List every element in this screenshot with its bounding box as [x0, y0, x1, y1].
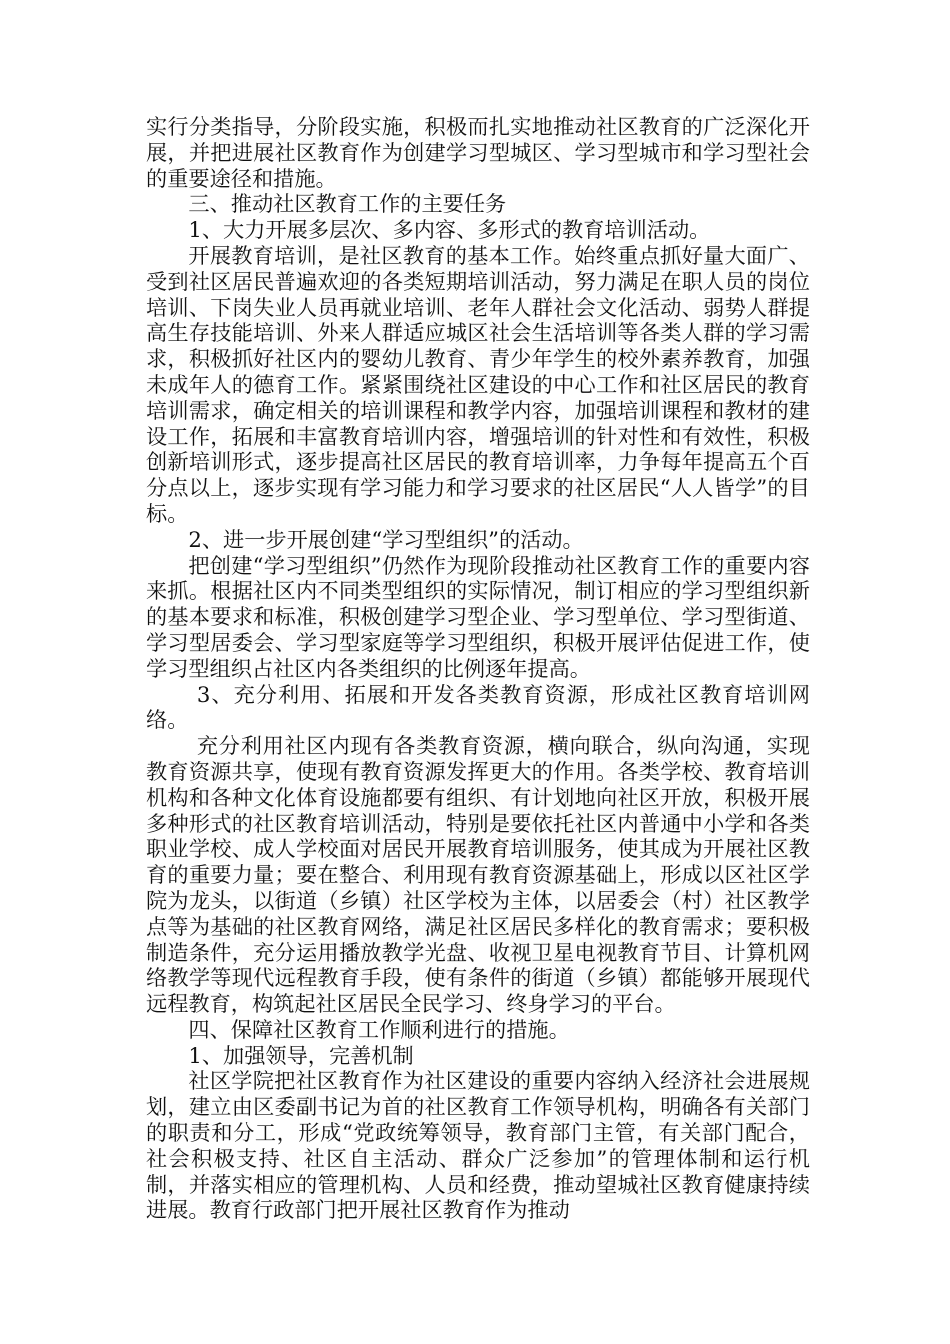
paragraph-learning-organization-body: 把创建“学习型组织”仍然作为现阶段推动社区教育工作的重要内容来抓。根据社区内不同类型组织的实际情况，制订相应的学习型组织新的基本要求和标准，积极创建学习型企业、学习型单位、学习型街道、学习型居委会、学习型家庭等学习型组织，积极开展评估促进工作，使学习型组织占社区内各类组织的比例逐年提高。 — [146, 552, 810, 681]
section-heading-measures: 四、保障社区教育工作顺利进行的措施。 — [188, 1016, 570, 1042]
subheading-learning-organization: 2、进一步开展创建“学习型组织”的活动。 — [188, 526, 584, 552]
paragraph-leadership-body: 社区学院把社区教育作为社区建设的重要内容纳入经济社会进展规划，建立由区委副书记为首的社区教育工作领导机构，明确各有关部门的职责和分工，形成“党政统筹领导，教育部门主管，有关部门配合，社会积极支持、社区自主活动、群众广泛参加”的管理体制和运行机制，并落实相应的管理机构、人员和经费，推动望城社区教育健康持续进展。教育行政部门把开展社区教育作为推动 — [146, 1068, 810, 1223]
document-page — [146, 114, 810, 1223]
subheading-leadership: 1、加强领导，完善机制 — [188, 1042, 414, 1068]
paragraph-training-body: 开展教育培训，是社区教育的基本工作。始终重点抓好量大面广、受到社区居民普遍欢迎的各类短期培训活动，努力满足在职人员的岗位培训、下岗失业人员再就业培训、老年人群社会文化活动、弱势人群提高生存技能培训、外来人群适应城区社会生活培训等各类人群的学习需求，积极抓好社区内的婴幼儿教育、青少年学生的校外素养教育，加强未成年人的德育工作。紧紧围绕社区建设的中心工作和社区居民的教育培训需求，确定相关的培训课程和教学内容，加强培训课程和教材的建设工作，拓展和丰富教育培训内容，增强培训的针对性和有效性，积极创新培训形式，逐步提高社区居民的教育培训率，力争每年提高五个百分点以上，逐步实现有学习能力和学习要求的社区居民“人人皆学”的目标。 — [146, 242, 810, 526]
subheading-education-resources: 3、充分利用、拓展和开发各类教育资源，形成社区教育培训网络。 — [146, 681, 810, 733]
subheading-training-activities: 1、大力开展多层次、多内容、多形式的教育培训活动。 — [188, 217, 711, 243]
section-heading-main-tasks: 三、推动社区教育工作的主要任务 — [188, 191, 507, 217]
paragraph-education-resources-body: 充分利用社区内现有各类教育资源，横向联合，纵向沟通，实现教育资源共享，使现有教育资源发挥更大的作用。各类学校、教育培训机构和各种文化体育设施都要有组织、有计划地向社区开放，积极开展多种形式的社区教育培训活动，特别是要依托社区内普通中小学和各类职业学校、成人学校面对居民开展教育培训服务，使其成为开展社区教育的重要力量；要在整合、利用现有教育资源基础上，形成以区社区学院为龙头，以街道（乡镇）社区学校为主体，以居委会（村）社区教学点等为基础的社区教育网络，满足社区居民多样化的教育需求；要积极制造条件，充分运用播放教学光盘、收视卫星电视教育节目、计算机网络教学等现代远程教育手段，使有条件的街道（乡镇）都能够开展现代远程教育，构筑起社区居民全民学习、终身学习的平台。 — [146, 733, 810, 1017]
paragraph-intro-continuation: 实行分类指导，分阶段实施，积极而扎实地推动社区教育的广泛深化开展，并把进展社区教育作为创建学习型城区、学习型城市和学习型社会的重要途径和措施。 — [146, 114, 810, 191]
